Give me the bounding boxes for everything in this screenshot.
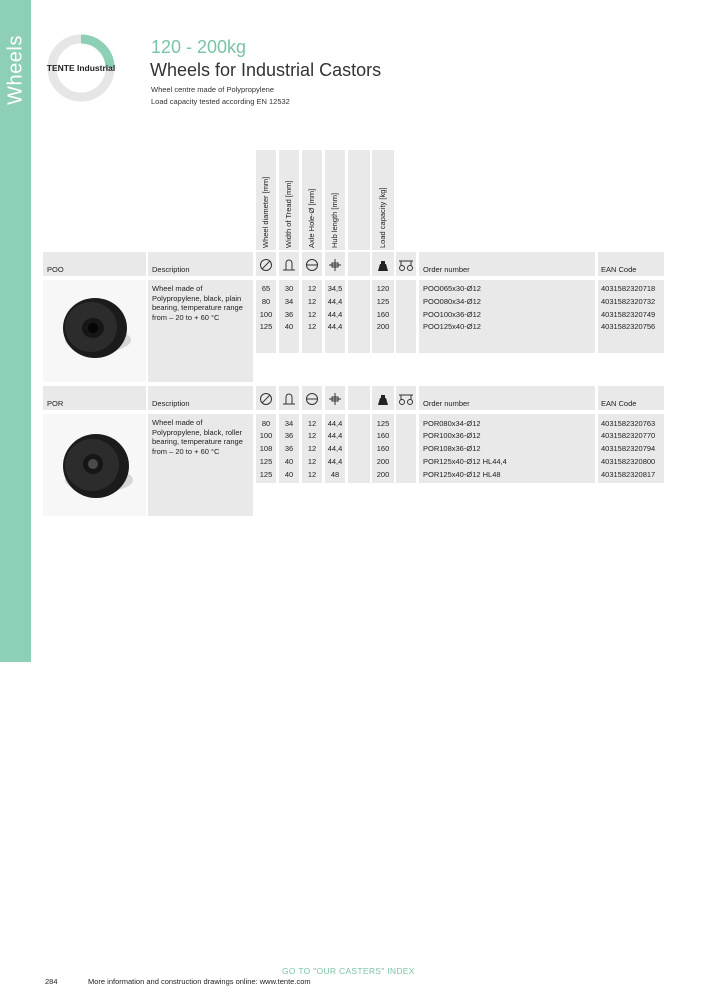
por-r4-load: 200 [376,470,390,479]
poo-r1-hub: 44,4 [327,297,343,306]
poo-r0-order: POO065x30-Ø12 [423,284,481,293]
wheel-diameter-icon [259,392,273,406]
poo-r2-order: POO100x36-Ø12 [423,310,481,319]
poo-r1-tread: 34 [284,297,294,306]
poo-r0-axle: 12 [307,284,317,293]
poo-icon-cell-blank [348,252,370,276]
por-r1-ean: 4031582320770 [601,431,656,440]
poo-r1-diameter: 80 [261,297,271,306]
col-label-wheel-diameter: Wheel diameter [mm] [261,176,270,248]
por-icon-cell-blank [348,386,370,410]
wheel-diameter-icon [259,258,273,272]
por-r2-ean: 4031582320794 [601,444,656,453]
poo-col-blank [348,280,370,353]
poo-r0-hub: 34,5 [327,284,343,293]
poo-ean-label: EAN Code [601,265,637,274]
por-r0-diameter: 80 [261,419,271,428]
por-r2-hub: 44,4 [327,444,343,453]
side-tab-label: Wheels [4,35,27,105]
tread-width-icon [282,392,296,406]
poo-r3-hub: 44,4 [327,322,343,331]
footer-info: More information and construction drawings online: www.tente.com [88,977,311,986]
load-weight-icon [376,393,390,406]
por-r0-hub: 44,4 [327,419,343,428]
axle-hole-icon [305,392,319,406]
poo-r3-order: POO125x40-Ø12 [423,322,481,331]
poo-r3-diameter: 125 [259,322,273,331]
por-r3-diameter: 125 [259,457,273,466]
por-r1-order: POR100x36-Ø12 [423,431,481,440]
por-r2-order: POR108x36-Ø12 [423,444,481,453]
por-r1-diameter: 100 [259,431,273,440]
poo-r0-ean: 4031582320718 [601,284,656,293]
por-r3-hub: 44,4 [327,457,343,466]
poo-r0-tread: 30 [284,284,294,293]
por-r2-diameter: 108 [259,444,273,453]
por-r1-tread: 36 [284,431,294,440]
por-r2-tread: 36 [284,444,294,453]
load-range: 120 - 200kg [151,37,247,57]
poo-r1-ean: 4031582320732 [601,297,656,306]
poo-r1-load: 125 [376,297,390,306]
por-description: Wheel made of Polypropylene, black, roller bearing, temperature range from – 20 to + 60 °C [152,418,243,456]
col-head-blank [348,150,370,250]
poo-product-photo [43,280,146,382]
poo-r2-load: 160 [376,310,390,319]
castor-icon [398,392,414,406]
load-weight-icon [376,259,390,272]
por-r1-load: 160 [376,431,390,440]
poo-r3-ean: 4031582320756 [601,322,656,331]
poo-r2-axle: 12 [307,310,317,319]
por-r0-axle: 12 [307,419,317,428]
poo-wheel-image [43,280,146,382]
poo-r2-diameter: 100 [259,310,273,319]
tente-logo [46,33,116,103]
por-r3-axle: 12 [307,457,317,466]
por-r4-axle: 12 [307,470,317,479]
por-r3-ean: 4031582320800 [601,457,656,466]
page-title: Wheels for Industrial Castors [150,60,382,80]
por-r0-order: POR080x34-Ø12 [423,419,481,428]
por-r4-ean: 4031582320817 [601,470,656,479]
por-r3-order: POR125x40-Ø12 HL44,4 [423,457,507,466]
poo-code: POO [47,265,64,274]
poo-r3-load: 200 [376,322,390,331]
por-ean-label: EAN Code [601,399,637,408]
poo-r0-load: 120 [376,284,390,293]
poo-r2-tread: 36 [284,310,294,319]
poo-col-castor [396,280,416,353]
por-code: POR [47,399,64,408]
poo-r0-diameter: 65 [261,284,271,293]
por-r3-tread: 40 [284,457,294,466]
poo-r3-tread: 40 [284,322,294,331]
poo-r2-ean: 4031582320749 [601,310,656,319]
poo-r3-axle: 12 [307,322,317,331]
por-r1-axle: 12 [307,431,317,440]
poo-r1-order: POO080x34-Ø12 [423,297,481,306]
col-label-width-tread: Width of Tread [mm] [284,180,293,248]
por-r0-tread: 34 [284,419,294,428]
axle-hole-icon [305,258,319,272]
col-label-axle-hole: Axle Hole-Ø [mm] [307,188,316,248]
poo-order-label: Order number [423,265,470,274]
por-r2-axle: 12 [307,444,317,453]
por-r3-load: 200 [376,457,390,466]
hub-length-icon [328,258,342,272]
col-label-load-capacity: Load capacity [kg] [378,187,387,248]
subtitle-material: Wheel centre made of Polypropylene [151,85,274,94]
por-r2-load: 160 [376,444,390,453]
por-r0-load: 125 [376,419,390,428]
logo-text: TENTE Industrial [46,63,116,73]
poo-r2-hub: 44,4 [327,310,343,319]
por-product-photo [43,414,146,516]
hub-length-icon [328,392,342,406]
page-number: 284 [45,977,58,986]
por-r4-order: POR125x40-Ø12 HL48 [423,470,501,479]
por-r0-ean: 4031582320763 [601,419,656,428]
castor-icon [398,258,414,272]
tread-width-icon [282,258,296,272]
por-r4-hub: 48 [330,470,340,479]
por-r4-diameter: 125 [259,470,273,479]
por-description-label: Description [152,399,190,408]
por-wheel-image [43,414,146,516]
por-r1-hub: 44,4 [327,431,343,440]
por-col-blank [348,414,370,483]
subtitle-standard: Load capacity tested according EN 12532 [151,97,290,106]
por-r4-tread: 40 [284,470,294,479]
side-tab-label-box [2,35,30,105]
casters-index-link[interactable]: GO TO "OUR CASTERS" INDEX [282,966,415,976]
por-order-label: Order number [423,399,470,408]
col-label-hub-length: Hub length [mm] [330,192,339,248]
poo-description: Wheel made of Polypropylene, black, plain bearing, temperature range from – 20 to + 60 °C [152,284,243,322]
side-tab [0,0,31,662]
poo-description-label: Description [152,265,190,274]
poo-r1-axle: 12 [307,297,317,306]
por-col-castor [396,414,416,483]
